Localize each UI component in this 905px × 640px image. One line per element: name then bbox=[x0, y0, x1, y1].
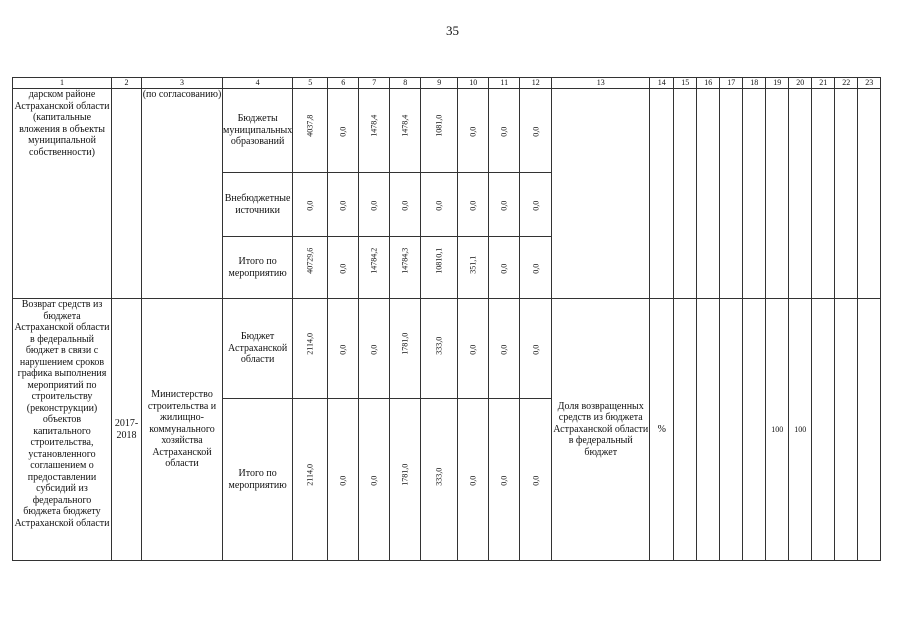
header-cell: 23 bbox=[858, 78, 881, 89]
value-cell: 0,0 bbox=[520, 399, 552, 561]
funding-source-cell: Внебюджетные источники bbox=[223, 173, 293, 237]
header-cell: 11 bbox=[489, 78, 520, 89]
value-cell: 0,0 bbox=[489, 399, 520, 561]
value-cell: 1478,4 bbox=[359, 89, 390, 173]
value-cell: 0,0 bbox=[458, 299, 489, 399]
value-cell: 0,0 bbox=[489, 299, 520, 399]
value-cell: 0,0 bbox=[520, 173, 552, 237]
value-cell: 0,0 bbox=[390, 173, 421, 237]
value-cell: 333,0 bbox=[421, 299, 458, 399]
value-cell: 351,1 bbox=[458, 237, 489, 299]
period-cell bbox=[112, 89, 142, 299]
value-cell: 1781,0 bbox=[390, 399, 421, 561]
header-cell: 7 bbox=[359, 78, 390, 89]
value-cell: 0,0 bbox=[458, 173, 489, 237]
value-cell: 0,0 bbox=[359, 399, 390, 561]
value-cell: 0,0 bbox=[328, 89, 359, 173]
header-cell: 1 bbox=[13, 78, 112, 89]
header-cell: 15 bbox=[674, 78, 697, 89]
value-cell: 0,0 bbox=[520, 237, 552, 299]
empty-cell bbox=[697, 89, 720, 299]
header-cell: 14 bbox=[650, 78, 674, 89]
target-value-cell: 100 bbox=[789, 299, 812, 561]
page-number: 35 bbox=[446, 23, 459, 38]
value-cell: 1081,0 bbox=[421, 89, 458, 173]
value-cell: 0,0 bbox=[359, 299, 390, 399]
value-cell: 14784,3 bbox=[390, 237, 421, 299]
empty-cell bbox=[697, 299, 720, 561]
empty-cell bbox=[812, 299, 835, 561]
value-cell: 0,0 bbox=[458, 399, 489, 561]
header-cell: 9 bbox=[421, 78, 458, 89]
header-row bbox=[13, 78, 881, 89]
executor-cell: Министерство строительства и жилищно-коммунального хозяйства Астраханской области bbox=[142, 299, 223, 561]
value-cell: 4037,8 bbox=[293, 89, 328, 173]
empty-cell bbox=[674, 89, 697, 299]
empty-cell bbox=[720, 299, 743, 561]
empty-cell bbox=[835, 299, 858, 561]
empty-cell bbox=[789, 89, 812, 299]
funding-source-cell: Бюджеты муниципальных образований bbox=[223, 89, 293, 173]
indicator-cell bbox=[552, 89, 650, 299]
header-cell: 10 bbox=[458, 78, 489, 89]
header-cell: 17 bbox=[720, 78, 743, 89]
header-cell: 20 bbox=[789, 78, 812, 89]
funding-source-cell: Итого по мероприятию bbox=[223, 237, 293, 299]
value-cell: 40729,6 bbox=[293, 237, 328, 299]
header-cell: 12 bbox=[520, 78, 552, 89]
value-cell: 0,0 bbox=[328, 173, 359, 237]
empty-cell bbox=[766, 89, 789, 299]
table-row bbox=[13, 299, 881, 399]
empty-cell bbox=[858, 299, 881, 561]
value-cell: 0,0 bbox=[520, 299, 552, 399]
value-cell: 0,0 bbox=[421, 173, 458, 237]
empty-cell bbox=[812, 89, 835, 299]
empty-cell bbox=[650, 89, 674, 299]
empty-cell bbox=[743, 299, 766, 561]
empty-cell bbox=[720, 89, 743, 299]
measure-name-cell: Возврат средств из бюджета Астраханской области в федеральный бюджет в связи с нарушением сроков графика выполнения мероприятий по строительству (реконструкции) объектов капитального строительства, установленного соглашением о предоставлении субсидий из федерального бюджета бюджету Астраханской области bbox=[13, 299, 112, 561]
empty-cell bbox=[743, 89, 766, 299]
header-cell: 3 bbox=[142, 78, 223, 89]
value-cell: 2114,0 bbox=[293, 399, 328, 561]
header-cell: 8 bbox=[390, 78, 421, 89]
table-row bbox=[13, 89, 881, 173]
header-cell: 4 bbox=[223, 78, 293, 89]
value-cell: 1781,0 bbox=[390, 299, 421, 399]
header-cell: 19 bbox=[766, 78, 789, 89]
value-cell: 0,0 bbox=[458, 89, 489, 173]
value-cell: 0,0 bbox=[328, 399, 359, 561]
value-cell: 10810,1 bbox=[421, 237, 458, 299]
value-cell: 14784,2 bbox=[359, 237, 390, 299]
header-cell: 2 bbox=[112, 78, 142, 89]
value-cell: 333,0 bbox=[421, 399, 458, 561]
indicator-cell: Доля возвращенных средств из бюджета Астраханской области в федеральный бюджет bbox=[552, 299, 650, 561]
executor-cell: (по согласованию) bbox=[142, 89, 223, 299]
value-cell: 0,0 bbox=[328, 237, 359, 299]
header-cell: 18 bbox=[743, 78, 766, 89]
header-cell: 13 bbox=[552, 78, 650, 89]
header-cell: 16 bbox=[697, 78, 720, 89]
target-value-cell: 100 bbox=[766, 299, 789, 561]
value-cell: 0,0 bbox=[489, 173, 520, 237]
value-cell: 0,0 bbox=[293, 173, 328, 237]
funding-source-cell: Итого по мероприятию bbox=[223, 399, 293, 561]
header-cell: 21 bbox=[812, 78, 835, 89]
unit-cell: % bbox=[650, 299, 674, 561]
value-cell: 0,0 bbox=[328, 299, 359, 399]
value-cell: 0,0 bbox=[520, 89, 552, 173]
empty-cell bbox=[674, 299, 697, 561]
value-cell: 2114,0 bbox=[293, 299, 328, 399]
value-cell: 0,0 bbox=[359, 173, 390, 237]
funding-source-cell: Бюджет Астраханской области bbox=[223, 299, 293, 399]
budget-table bbox=[12, 77, 881, 561]
empty-cell bbox=[858, 89, 881, 299]
value-cell: 0,0 bbox=[489, 237, 520, 299]
period-cell: 2017-2018 bbox=[112, 299, 142, 561]
header-cell: 22 bbox=[835, 78, 858, 89]
header-cell: 5 bbox=[293, 78, 328, 89]
header-cell: 6 bbox=[328, 78, 359, 89]
value-cell: 0,0 bbox=[489, 89, 520, 173]
empty-cell bbox=[835, 89, 858, 299]
measure-name-cell: дарском районе Астраханской области (капитальные вложения в объекты муниципальной собственности) bbox=[13, 89, 112, 299]
value-cell: 1478,4 bbox=[390, 89, 421, 173]
